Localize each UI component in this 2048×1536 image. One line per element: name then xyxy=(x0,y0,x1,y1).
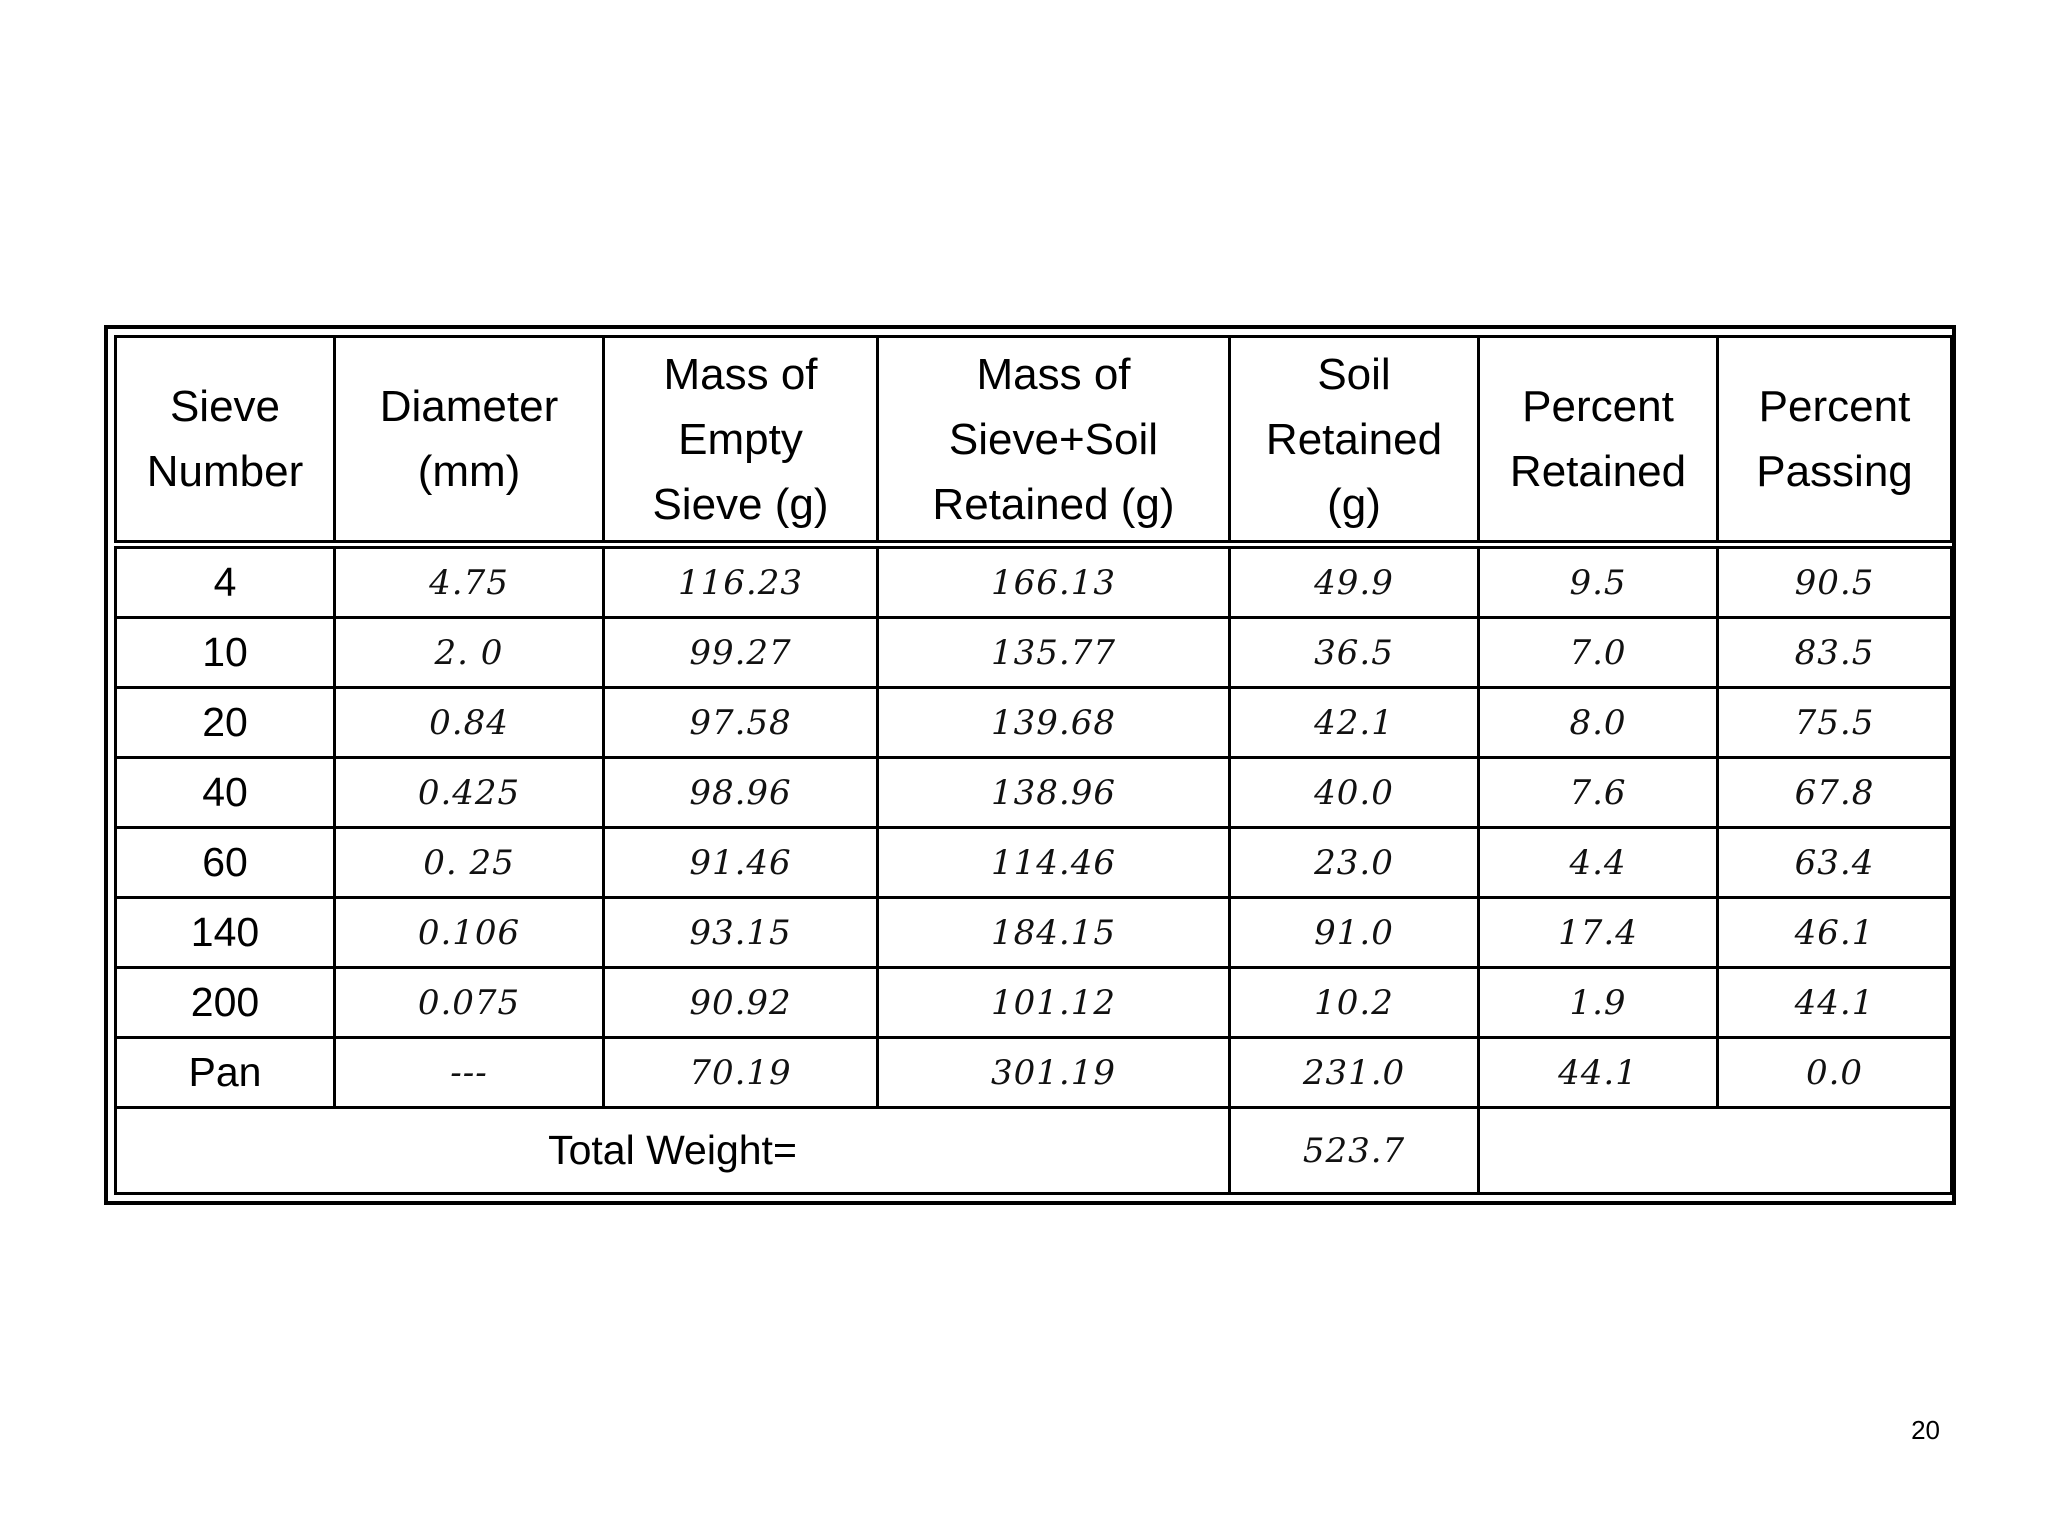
cell-soil-retained: 40.0 xyxy=(1230,758,1479,828)
cell-mass-empty-sieve: 99.27 xyxy=(604,618,878,688)
cell-soil-retained: 36.5 xyxy=(1230,618,1479,688)
cell-soil-retained: 42.1 xyxy=(1230,688,1479,758)
cell-mass-sieve-soil: 301.19 xyxy=(878,1038,1230,1108)
total-weight-label: Total Weight= xyxy=(116,1108,1230,1194)
header-line: Percent xyxy=(1758,382,1911,431)
table-row xyxy=(116,898,1952,968)
cell-percent-retained: 44.1 xyxy=(1479,1038,1718,1108)
cell-percent-retained: 1.9 xyxy=(1479,968,1718,1038)
header-line: Retained xyxy=(1509,447,1687,496)
cell-percent-passing: 0.0 xyxy=(1718,1038,1952,1108)
cell-sieve-number: Pan xyxy=(116,1038,335,1108)
cell-mass-empty-sieve: 93.15 xyxy=(604,898,878,968)
header-line: Empty xyxy=(678,414,803,464)
cell-soil-retained: 91.0 xyxy=(1230,898,1479,968)
cell-soil-retained: 10.2 xyxy=(1230,968,1479,1038)
table-row xyxy=(116,758,1952,828)
cell-percent-passing: 83.5 xyxy=(1718,618,1952,688)
cell-sieve-number: 60 xyxy=(116,828,335,898)
cell-sieve-number: 40 xyxy=(116,758,335,828)
total-row-empty-cell xyxy=(1479,1108,1952,1194)
cell-percent-retained: 9.5 xyxy=(1479,545,1718,618)
cell-diameter: 0.425 xyxy=(335,758,604,828)
header-line: Soil xyxy=(1317,349,1391,399)
cell-percent-passing: 90.5 xyxy=(1718,545,1952,618)
cell-mass-sieve-soil: 166.13 xyxy=(878,545,1230,618)
cell-mass-sieve-soil: 135.77 xyxy=(878,618,1230,688)
cell-diameter: 0.84 xyxy=(335,688,604,758)
cell-percent-retained: 8.0 xyxy=(1479,688,1718,758)
table-row xyxy=(116,545,1952,618)
cell-percent-passing: 46.1 xyxy=(1718,898,1952,968)
cell-percent-passing: 63.4 xyxy=(1718,828,1952,898)
table-row xyxy=(116,688,1952,758)
header-percent-passing xyxy=(1718,337,1952,545)
cell-soil-retained: 23.0 xyxy=(1230,828,1479,898)
table-row xyxy=(116,968,1952,1038)
header-sieve-number xyxy=(116,337,335,545)
cell-mass-empty-sieve: 91.46 xyxy=(604,828,878,898)
cell-percent-retained: 7.6 xyxy=(1479,758,1718,828)
header-percent-retained xyxy=(1479,337,1718,545)
header-mass-sieve-soil xyxy=(878,337,1230,545)
table-row xyxy=(116,618,1952,688)
cell-mass-empty-sieve: 98.96 xyxy=(604,758,878,828)
cell-percent-passing: 67.8 xyxy=(1718,758,1952,828)
cell-diameter: 0. 25 xyxy=(335,828,604,898)
header-line: Sieve xyxy=(169,382,281,431)
header-line: Mass of xyxy=(663,349,818,399)
cell-sieve-number: 140 xyxy=(116,898,335,968)
total-row xyxy=(116,1108,1952,1194)
cell-sieve-number: 200 xyxy=(116,968,335,1038)
header-line: Retained xyxy=(1265,414,1443,464)
header-soil-retained xyxy=(1230,337,1479,545)
page-number: 20 xyxy=(1911,1415,1940,1445)
cell-diameter: 2. 0 xyxy=(335,618,604,688)
table-row xyxy=(116,1038,1952,1108)
header-line: Mass of xyxy=(976,349,1131,399)
cell-sieve-number: 4 xyxy=(116,545,335,618)
cell-soil-retained: 231.0 xyxy=(1230,1038,1479,1108)
header-line: Percent xyxy=(1522,382,1674,431)
header-line: (g) xyxy=(1327,479,1381,529)
cell-percent-retained: 7.0 xyxy=(1479,618,1718,688)
sieve-analysis-table xyxy=(114,335,1953,1195)
header-line: Number xyxy=(146,447,304,496)
cell-mass-empty-sieve: 70.19 xyxy=(604,1038,878,1108)
cell-mass-empty-sieve: 90.92 xyxy=(604,968,878,1038)
cell-percent-passing: 44.1 xyxy=(1718,968,1952,1038)
cell-mass-sieve-soil: 184.15 xyxy=(878,898,1230,968)
cell-mass-empty-sieve: 97.58 xyxy=(604,688,878,758)
header-row xyxy=(116,337,1952,545)
sieve-analysis-table-frame xyxy=(104,325,1956,1205)
header-line: Sieve+Soil xyxy=(948,414,1159,464)
cell-percent-passing: 75.5 xyxy=(1718,688,1952,758)
cell-mass-sieve-soil: 139.68 xyxy=(878,688,1230,758)
header-diameter xyxy=(335,337,604,545)
header-line: (mm) xyxy=(417,447,521,496)
cell-sieve-number: 10 xyxy=(116,618,335,688)
total-weight-value: 523.7 xyxy=(1230,1108,1479,1194)
cell-percent-retained: 4.4 xyxy=(1479,828,1718,898)
cell-diameter: 0.106 xyxy=(335,898,604,968)
cell-mass-sieve-soil: 101.12 xyxy=(878,968,1230,1038)
header-mass-empty-sieve xyxy=(604,337,878,545)
header-line: Retained (g) xyxy=(932,479,1175,529)
cell-diameter: 0.075 xyxy=(335,968,604,1038)
header-line: Diameter xyxy=(379,382,559,431)
cell-mass-sieve-soil: 138.96 xyxy=(878,758,1230,828)
table-row xyxy=(116,828,1952,898)
cell-mass-sieve-soil: 114.46 xyxy=(878,828,1230,898)
header-line: Passing xyxy=(1756,447,1913,496)
cell-diameter: --- xyxy=(335,1038,604,1108)
cell-diameter: 4.75 xyxy=(335,545,604,618)
cell-sieve-number: 20 xyxy=(116,688,335,758)
cell-soil-retained: 49.9 xyxy=(1230,545,1479,618)
cell-mass-empty-sieve: 116.23 xyxy=(604,545,878,618)
header-line: Sieve (g) xyxy=(652,479,829,529)
cell-percent-retained: 17.4 xyxy=(1479,898,1718,968)
